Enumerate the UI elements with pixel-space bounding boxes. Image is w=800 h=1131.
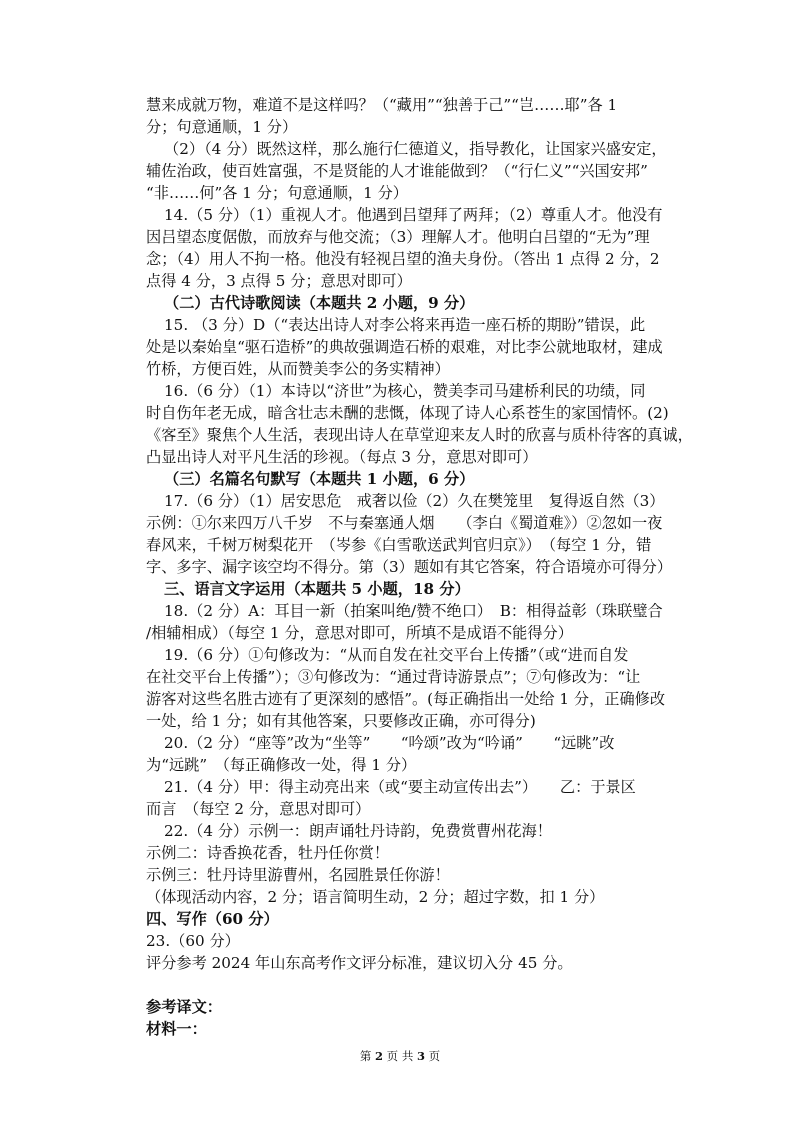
answer-19-line: 19.（6 分）①句修改为：“从而自发在社交平台上传播”（或“进而自发 [164,646,629,664]
section-heading: 四、写作（60 分） [146,910,279,928]
section-heading: 三、语言文字运用（本题共 5 小题，18 分） [164,580,470,598]
page-footer [0,1048,800,1064]
answer-14-line: 14.（5 分）（1）重视人才。他遇到吕望拜了两拜；（2）尊重人才。他没有 [164,206,663,224]
footer-suffix: 页 [425,1049,441,1063]
footer-page-number: 2 [375,1049,384,1063]
text-line: 示例三：牡丹诗里游曹州，名园胜景任你游！ [146,866,450,884]
text-line: /相辅相成）（每空 1 分，意思对即可，所填不是成语不能得分） [146,624,573,642]
text-line: 辅佐治政，使百姓富强，不是贤能的人才谁能做到？（“行仁义”“兴国安邦” [146,162,648,180]
text-line: 春风来，千树万树梨花开 （岑参《白雪歌送武判官归京》） （每空 1 分，错 [146,536,652,554]
text-line: 示例二：诗香换花香，牡丹任你赏！ [146,844,389,862]
text-line: 一处，给 1 分；如有其他答案，只要修改正确，亦可得分) [146,712,536,730]
text-line: （体现活动内容，2 分；语言简明生动，2 分；超过字数，扣 1 分） [146,888,605,906]
text-line: 《客至》聚焦个人生活，表现出诗人在草堂迎来友人时的欣喜与质朴待客的真诚， [146,426,693,444]
section-heading: （二）古代诗歌阅读（本题共 2 小题，9 分） [164,294,475,312]
footer-total-pages: 3 [416,1049,425,1063]
answer-22-line: 22.（4 分）示例一：朗声诵牡丹诗韵，免费赏曹州花海！ [164,822,552,840]
answer-18-line: 18.（2 分）A：耳目一新（拍案叫绝/赞不绝口） B：相得益彰（珠联璧合 [164,602,663,620]
text-line: 为“远跳” （每正确修改一处，得 1 分） [146,756,417,774]
text-line: 点得 4 分，3 点得 5 分；意思对即可） [146,272,412,290]
text-line: 分；句意通顺，1 分） [146,118,298,136]
text-line: 游客对这些名胜古迹有了更深刻的感悟”。(每正确指出一处给 1 分，正确修改 [146,690,666,708]
text-line: 因吕望态度倨傲，而放弃与他交流；（3）理解人才。他明白吕望的“无为”理 [146,228,650,246]
answer-16-line: 16.（6 分）（1）本诗以“济世”为核心，赞美李司马建桥利民的功绩，同 [164,382,646,400]
text-line: “非……何”各 1 分；句意通顺，1 分） [146,184,408,202]
footer-prefix: 第 [359,1049,375,1063]
text-line: 处是以秦始皇“驱石造桥”的典故强调造石桥的艰难，对比李公就地取材，建成 [146,338,663,356]
text-line: （2）（4 分）既然这样，那么施行仁德道义，指导教化，让国家兴盛安定， [164,140,667,158]
answer-21-line: 21.（4 分）甲：得主动亮出来（或“要主动宣传出去”） 乙：于景区 [164,778,636,796]
answer-15-line: 15. （3 分）D（“表达出诗人对李公将来再造一座石桥的期盼”错误，此 [164,316,646,334]
text-line: 竹桥，方便百姓，从而赞美李公的务实精神） [146,360,450,378]
text-line: 时自伤年老无成，暗含壮志未酬的悲慨，体现了诗人心系苍生的家国情怀。(2) [146,404,669,422]
text-line: 凸显出诗人对平凡生活的珍视。（每点 3 分，意思对即可） [146,448,538,466]
text-line: 念；（4）用人不拘一格。他没有轻视吕望的渔夫身份。（答出 1 点得 2 分，2 [146,250,660,268]
translation-heading: 参考译文： [146,998,222,1016]
answer-17-line: 17.（6 分）（1）居安思危 戒奢以俭（2）久在樊笼里 复得返自然（3） [164,492,665,510]
section-heading: （三）名篇名句默写（本题共 1 小题，6 分） [164,470,475,488]
text-line: 字、多字、漏字该空均不得分。第（3）题如有其它答案，符合语境亦可得分） [146,558,673,576]
text-line: 示例：①尔来四万八千岁 不与秦塞通人烟 （李白《蜀道难》）②忽如一夜 [146,514,663,532]
material-heading: 材料一： [146,1020,207,1038]
text-line: 在社交平台上传播”）；③句修改为：“通过背诗游景点”；⑦句修改为：“让 [146,668,641,686]
answer-23-line: 23.（60 分） [146,932,240,950]
text-line: 而言 （每空 2 分，意思对即可） [146,800,371,818]
footer-middle: 页 共 [383,1049,417,1063]
text-line: 评分参考 2024 年山东高考作文评分标准，建议切入分 45 分。 [146,954,573,972]
answer-20-line: 20.（2 分）“座等”改为“坐等” “吟颂”改为“吟诵” “远眺”改 [164,734,615,752]
text-line: 慧来成就万物，难道不是这样吗？（“藏用”“独善于己”“岂……耶”各 1 [146,96,618,114]
